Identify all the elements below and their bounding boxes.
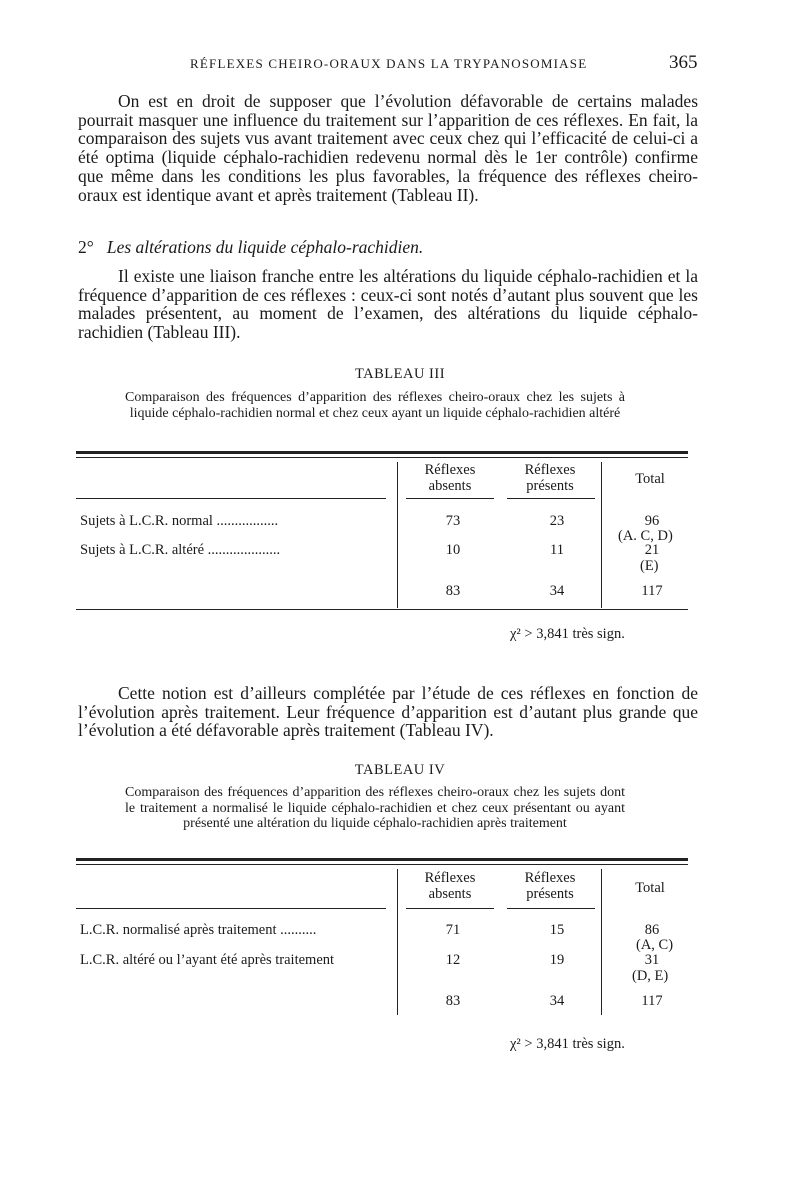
table3-header-rule-present: [507, 498, 595, 499]
table3-top-rule-2: [76, 457, 688, 458]
table4-title: TABLEAU IV: [354, 762, 446, 778]
table3-row-2-total: 21: [644, 542, 660, 558]
table4-row-1-label: L.C.R. normalisé après traitement ..........: [80, 922, 317, 938]
table4-row-1-absent: 71: [445, 922, 461, 938]
table4-vline-2: [601, 869, 602, 1015]
table4-row-2-label: L.C.R. altéré ou l’ayant été après traitement: [80, 952, 335, 968]
table3-title: TABLEAU III: [354, 366, 446, 382]
table3-row-1-label: Sujets à L.C.R. normal .................: [80, 513, 279, 529]
table4-header-rule-present: [507, 908, 595, 909]
table4-header-rule-absent: [406, 908, 494, 909]
table3-row-2-absent: 10: [445, 542, 461, 558]
table3-vline-1: [397, 462, 398, 608]
table4-header-total: Total: [635, 880, 665, 896]
table4-row-1-note: (A, C): [636, 937, 674, 953]
paragraph-3: Cette notion est d’ailleurs complétée par l’étude de ces réflexes en fonction de l’évolution après traitement. Leur fréquence d’apparition est d’autant plus grande que l’évolution a été défavorable après traitement (Tableau IV).: [78, 683, 698, 741]
page-number: 365: [669, 52, 698, 73]
table4-vline-1: [397, 869, 398, 1015]
table4-header-present: Réflexes présents: [524, 870, 576, 902]
table4-row-2-present: 19: [549, 952, 565, 968]
table3-bottom-rule: [76, 609, 688, 610]
table4-top-rule: [76, 858, 688, 861]
table3-chi-square: χ² > 3,841 très sign.: [510, 626, 625, 642]
table4-row-1-total: 86: [644, 922, 660, 938]
table4-header-rule-label: [76, 908, 386, 909]
table4-top-rule-2: [76, 864, 688, 865]
table3-header-rule-label: [76, 498, 386, 499]
table3-vline-2: [601, 462, 602, 608]
table4-total-present: 34: [549, 993, 565, 1009]
running-head: RÉFLEXES CHEIRO-ORAUX DANS LA TRYPANOSOMIASE: [190, 56, 588, 71]
section-number: 2°: [78, 237, 94, 257]
table3-row-1-note: (A. C, D): [618, 528, 673, 544]
table3-total-total: 117: [641, 583, 663, 599]
table4-row-2-absent: 12: [445, 952, 461, 968]
table4-row-2-note: (D, E): [632, 968, 669, 984]
table3-row-2-present: 11: [550, 542, 564, 558]
table4-row-2-total: 31: [644, 952, 660, 968]
table4-total-absent: 83: [445, 993, 461, 1009]
table4-header-absent: Réflexes absents: [424, 870, 476, 902]
table3-header-total: Total: [635, 471, 665, 487]
table3-total-present: 34: [549, 583, 565, 599]
table3-header-present: Réflexes présents: [524, 462, 576, 494]
section-heading: [78, 237, 423, 258]
table3-top-rule: [76, 451, 688, 454]
section-title: Les altérations du liquide céphalo-rachidien.: [106, 237, 424, 257]
table3-row-1-present: 23: [549, 513, 565, 529]
table4-caption: Comparaison des fréquences d’apparition des réflexes cheiro-oraux chez les sujets dont le traitement a normalisé le liquide céphalo-rachidien et chez ceux présentant ou ayant présenté une altération du liquide céphalo-rachidien après traitement: [125, 785, 625, 831]
table4-chi-square: χ² > 3,841 très sign.: [510, 1036, 625, 1052]
table3-header-rule-absent: [406, 498, 494, 499]
paragraph-2: Il existe une liaison franche entre les altérations du liquide céphalo-rachidien et la fréquence d’apparition de ces réflexes : ceux-ci sont notés d’autant plus souvent que les malades présentent, au moment de l’examen, des altérations du liquide céphalo-rachidien (Tableau III).: [78, 266, 698, 343]
table4-total-total: 117: [641, 993, 663, 1009]
table4-row-1-present: 15: [549, 922, 565, 938]
table3-row-1-absent: 73: [445, 513, 461, 529]
table3-total-absent: 83: [445, 583, 461, 599]
paragraph-1: On est en droit de supposer que l’évolution défavorable de certains malades pourrait masquer une influence du traitement sur l’apparition de ces réflexes. En fait, la comparaison des sujets vus avant traitement avec ceux chez qui l’efficacité de celui-ci a été optima (liquide céphalo-rachidien redevenu normal dès le 1er contrôle) confirme que même dans les conditions les plus favorables, la fréquence des réflexes cheiro-oraux est identique avant et après traitement (Tableau II).: [78, 91, 698, 205]
table3-caption: Comparaison des fréquences d’apparition des réflexes cheiro-oraux chez les sujets à liquide céphalo-rachidien normal et chez ceux ayant un liquide céphalo-rachidien altéré: [125, 390, 625, 421]
table3-row-1-total: 96: [644, 513, 660, 529]
table3-row-2-note: (E): [640, 558, 659, 574]
table3-row-2-label: Sujets à L.C.R. altéré ....................: [80, 542, 281, 558]
table3-header-absent: Réflexes absents: [424, 462, 476, 494]
